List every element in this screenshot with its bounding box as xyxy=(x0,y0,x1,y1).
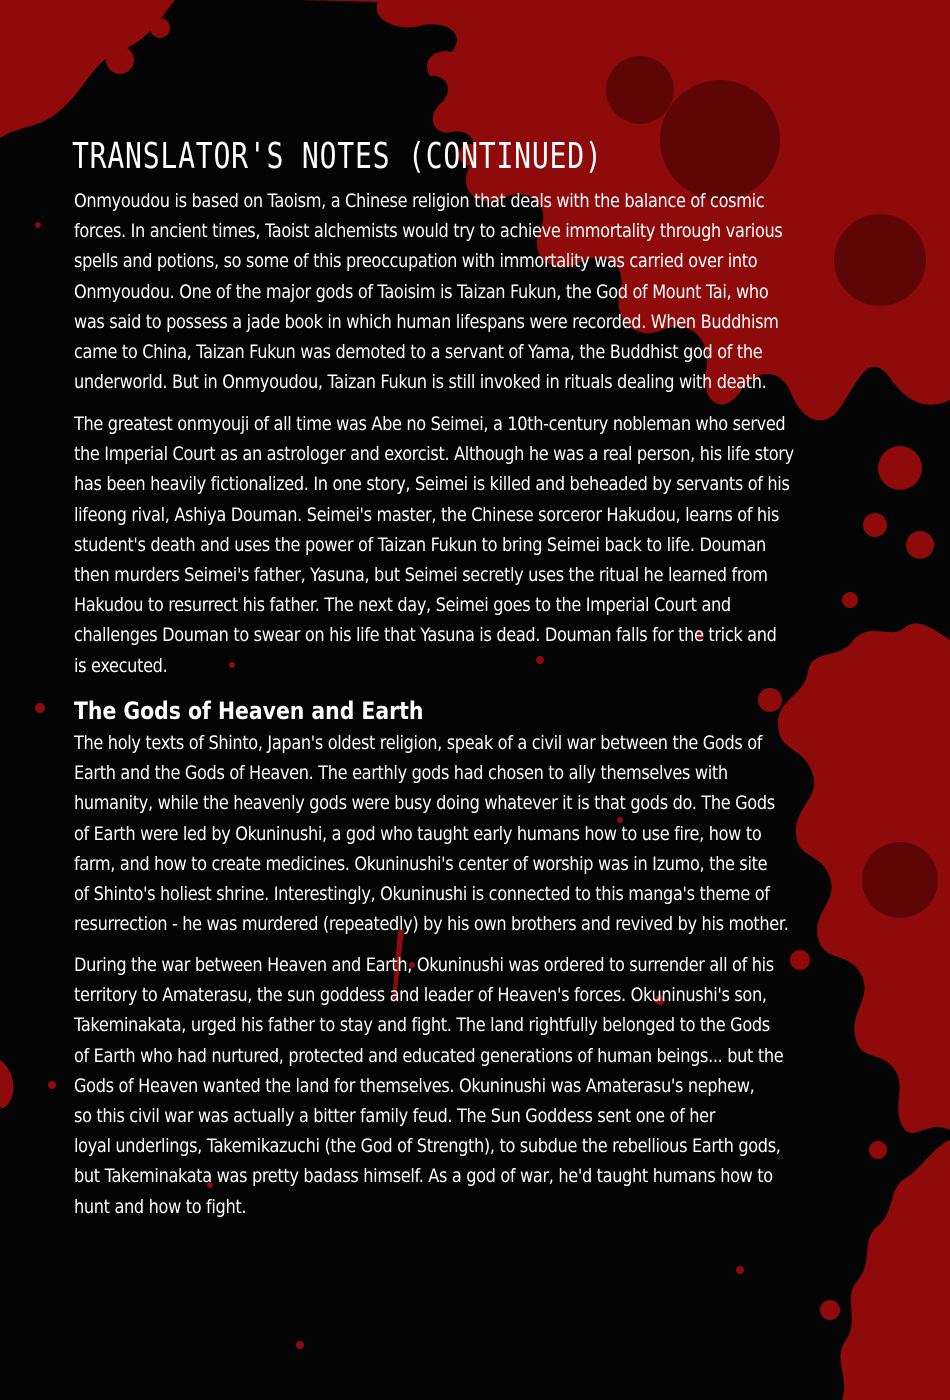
text-line: has been heavily fictionalized. In one story, Seimei is killed and beheaded by servants of his xyxy=(74,473,790,496)
text-line: Earth and the Gods of Heaven. The earthly gods had chosen to ally themselves with xyxy=(74,762,728,785)
text-line: The greatest onmyouji of all time was Abe no Seimei, a 10th-century nobleman who served xyxy=(74,413,786,435)
text-line: of Earth who had nurtured, protected and educated generations of human beings... but the xyxy=(74,1044,784,1067)
text-line: underworld. But in Onmyoudou, Taizan Fukun is still invoked in rituals dealing with death. xyxy=(74,371,767,394)
paragraph-shinto-civil-war xyxy=(74,728,915,939)
text-line: resurrection - he was murdered (repeatedly) by his own brothers and revived by his mother. xyxy=(74,913,789,936)
text-line: The holy texts of Shinto, Japan's oldest religion, speak of a civil war between the Gods of xyxy=(74,732,763,754)
paragraph-onmyoudou xyxy=(74,186,907,397)
text-line: Onmyoudou is based on Taoism, a Chinese religion that deals with the balance of cosmic xyxy=(74,190,765,212)
text-line: is executed. xyxy=(74,654,168,677)
text-line: so this civil war was actually a bitter family feud. The Sun Goddess sent one of her xyxy=(74,1105,716,1128)
text-line: came to China, Taizan Fukun was demoted to a servant of Yama, the Buddhist god of the xyxy=(74,341,763,364)
text-line: challenges Douman to swear on his life that Yasuna is dead. Douman falls for the trick and xyxy=(74,624,777,647)
text-line: then murders Seimei's father, Yasuna, but Seimei secretly uses the ritual he learned from xyxy=(74,564,768,587)
text-line: the Imperial Court as an astrologer and exorcist. Although he was a real person, his life story xyxy=(74,443,794,466)
text-line: humanity, while the heavenly gods were busy doing whatever it is that gods do. The Gods xyxy=(74,792,775,815)
text-line: lifeong rival, Ashiya Douman. Seimei's master, the Chinese sorceror Hakudou, learns of his xyxy=(74,503,780,526)
text-line: During the war between Heaven and Earth, Okuninushi was ordered to surrender all of his xyxy=(74,954,774,976)
section-heading: The Gods of Heaven and Earth xyxy=(74,697,424,725)
text-line: Takeminakata, urged his father to stay and fight. The land rightfully belonged to the Gods xyxy=(74,1014,770,1037)
text-line: farm, and how to create medicines. Okuninushi's center of worship was in Izumo, the site xyxy=(74,852,768,875)
text-line: spells and potions, so some of this preoccupation with immortality was carried over into xyxy=(74,250,758,273)
text-line: Onmyoudou. One of the major gods of Taoisim is Taizan Fukun, the God of Mount Tai, who xyxy=(74,280,769,303)
paragraph-abe-no-seimei xyxy=(74,409,921,681)
text-line: was said to possess a jade book in which human lifespans were recorded. When Buddhism xyxy=(74,310,779,333)
text-line: of Earth were led by Okuninushi, a god who taught early humans how to use fire, how to xyxy=(74,822,762,845)
text-line: loyal underlings, Takemikazuchi (the God of Strength), to subdue the rebellious Earth gods, xyxy=(74,1135,781,1158)
text-line: Gods of Heaven wanted the land for themselves. Okuninushi was Amaterasu's nephew, xyxy=(74,1074,755,1097)
text-line: hunt and how to fight. xyxy=(74,1195,247,1218)
text-line: Hakudou to resurrect his father. The next day, Seimei goes to the Imperial Court and xyxy=(74,594,731,617)
text-line: territory to Amaterasu, the sun goddess and leader of Heaven's forces. Okuninushi's son, xyxy=(74,984,767,1007)
text-line: but Takeminakata was pretty badass himself. As a god of war, he'd taught humans how to xyxy=(74,1165,773,1188)
text-line: forces. In ancient times, Taoist alchemists would try to achieve immortality through various xyxy=(74,220,783,243)
page-title: TRANSLATOR'S NOTES (CONTINUED) xyxy=(72,136,603,177)
text-line: student's death and uses the power of Taizan Fukun to bring Seimei back to life. Douman xyxy=(74,533,766,556)
text-line: of Shinto's holiest shrine. Interestingly, Okuninushi is connected to this manga's theme of xyxy=(74,883,770,906)
paragraph-heaven-earth-war xyxy=(74,950,909,1222)
